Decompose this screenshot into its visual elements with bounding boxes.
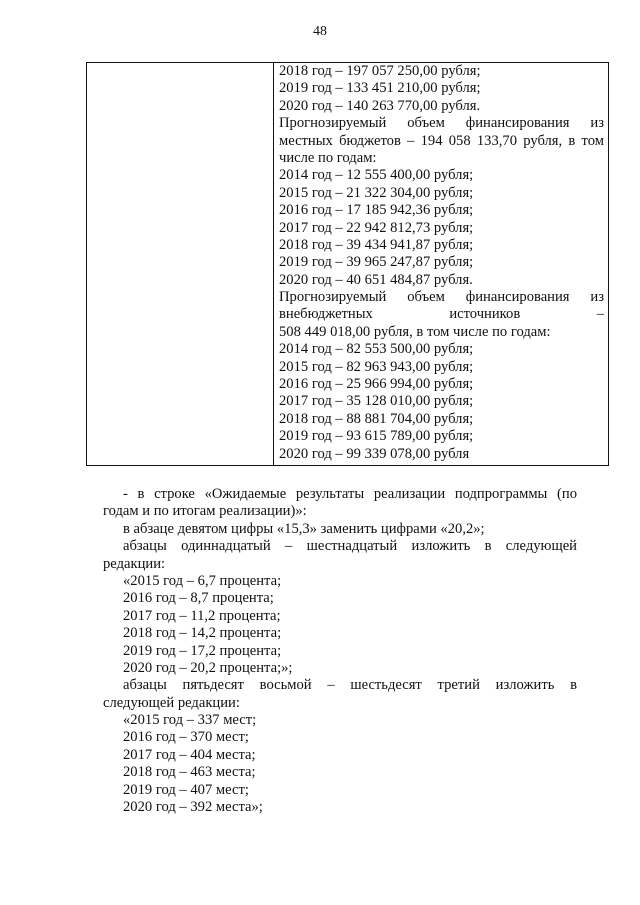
list-item: 2016 год – 370 мест; xyxy=(123,729,249,746)
financing-table xyxy=(86,62,609,466)
paragraph-line: редакции: xyxy=(103,555,166,572)
paragraph-line: - в строке «Ожидаемые результаты реализации подпрограммы (по xyxy=(123,486,577,502)
table-line: 2014 год – 82 553 500,00 рубля; xyxy=(279,341,474,358)
table-word: внебюджетных xyxy=(279,306,373,323)
table-line: местных бюджетов – 194 058 133,70 рубля, в том xyxy=(279,132,604,149)
table-line: 2016 год – 17 185 942,36 рубля; xyxy=(279,202,474,219)
list-item: 2017 год – 404 места; xyxy=(123,746,256,763)
paragraph-line: годам и по итогам реализации)»: xyxy=(103,503,307,520)
list-item: «2015 год – 6,7 процента; xyxy=(123,572,282,589)
table-line: 2016 год – 25 966 994,00 рубля; xyxy=(279,376,474,393)
table-line: 2019 год – 39 965 247,87 рубля; xyxy=(279,254,474,271)
table-line: 2015 год – 82 963 943,00 рубля; xyxy=(279,358,474,375)
table-row xyxy=(87,63,609,466)
table-line: 2017 год – 35 128 010,00 рубля; xyxy=(279,393,474,410)
table-cell-financing xyxy=(274,63,609,466)
paragraph-line: в абзаце девятом цифры «15,3» заменить цифрами «20,2»; xyxy=(123,520,485,537)
table-line: Прогнозируемый объем финансирования из xyxy=(279,115,604,132)
list-item: 2020 год – 392 места»; xyxy=(123,799,263,816)
list-item: 2018 год – 463 места; xyxy=(123,764,256,781)
table-word: – xyxy=(596,306,604,323)
table-line: 508 449 018,00 рубля, в том числе по годам: xyxy=(279,323,551,340)
list-item: 2019 год – 407 мест; xyxy=(123,781,249,798)
paragraph-line: абзацы одиннадцатый – шестнадцатый изложить в следующей xyxy=(123,538,577,555)
table-line: 2019 год – 133 451 210,00 рубля; xyxy=(279,80,481,97)
paragraph-line: следующей редакции: xyxy=(103,694,240,711)
table-line: 2020 год – 40 651 484,87 рубля. xyxy=(279,271,473,288)
list-item: 2018 год – 14,2 процента; xyxy=(123,625,282,642)
list-item: «2015 год – 337 мест; xyxy=(123,712,257,729)
table-line: 2018 год – 197 057 250,00 рубля; xyxy=(279,63,481,79)
table-line: Прогнозируемый объем финансирования из xyxy=(279,289,604,306)
list-item: 2016 год – 8,7 процента; xyxy=(123,590,274,607)
list-item: 2020 год – 20,2 процента;»; xyxy=(123,659,293,676)
table-word: источников xyxy=(449,306,521,323)
table-cell-empty xyxy=(87,63,274,466)
table-line: 2020 год – 140 263 770,00 рубля. xyxy=(279,97,481,114)
table-line: 2017 год – 22 942 812,73 рубля; xyxy=(279,219,474,236)
table-line: числе по годам: xyxy=(279,149,377,166)
paragraph-line: абзацы пятьдесят восьмой – шестьдесят третий изложить в xyxy=(123,677,577,694)
amendment-text xyxy=(103,486,577,816)
table-line: 2019 год – 93 615 789,00 рубля; xyxy=(279,428,474,445)
table-line: 2015 год – 21 322 304,00 рубля; xyxy=(279,184,474,201)
table-line: 2014 год – 12 555 400,00 рубля; xyxy=(279,167,474,184)
list-item: 2019 год – 17,2 процента; xyxy=(123,642,282,659)
list-item: 2017 год – 11,2 процента; xyxy=(123,607,281,624)
table-line: 2018 год – 88 881 704,00 рубля; xyxy=(279,410,474,427)
table-line: 2018 год – 39 434 941,87 рубля; xyxy=(279,236,474,253)
table-line-split xyxy=(279,306,604,323)
page-number: 48 xyxy=(313,24,327,39)
table-line: 2020 год – 99 339 078,00 рубля xyxy=(279,445,470,462)
